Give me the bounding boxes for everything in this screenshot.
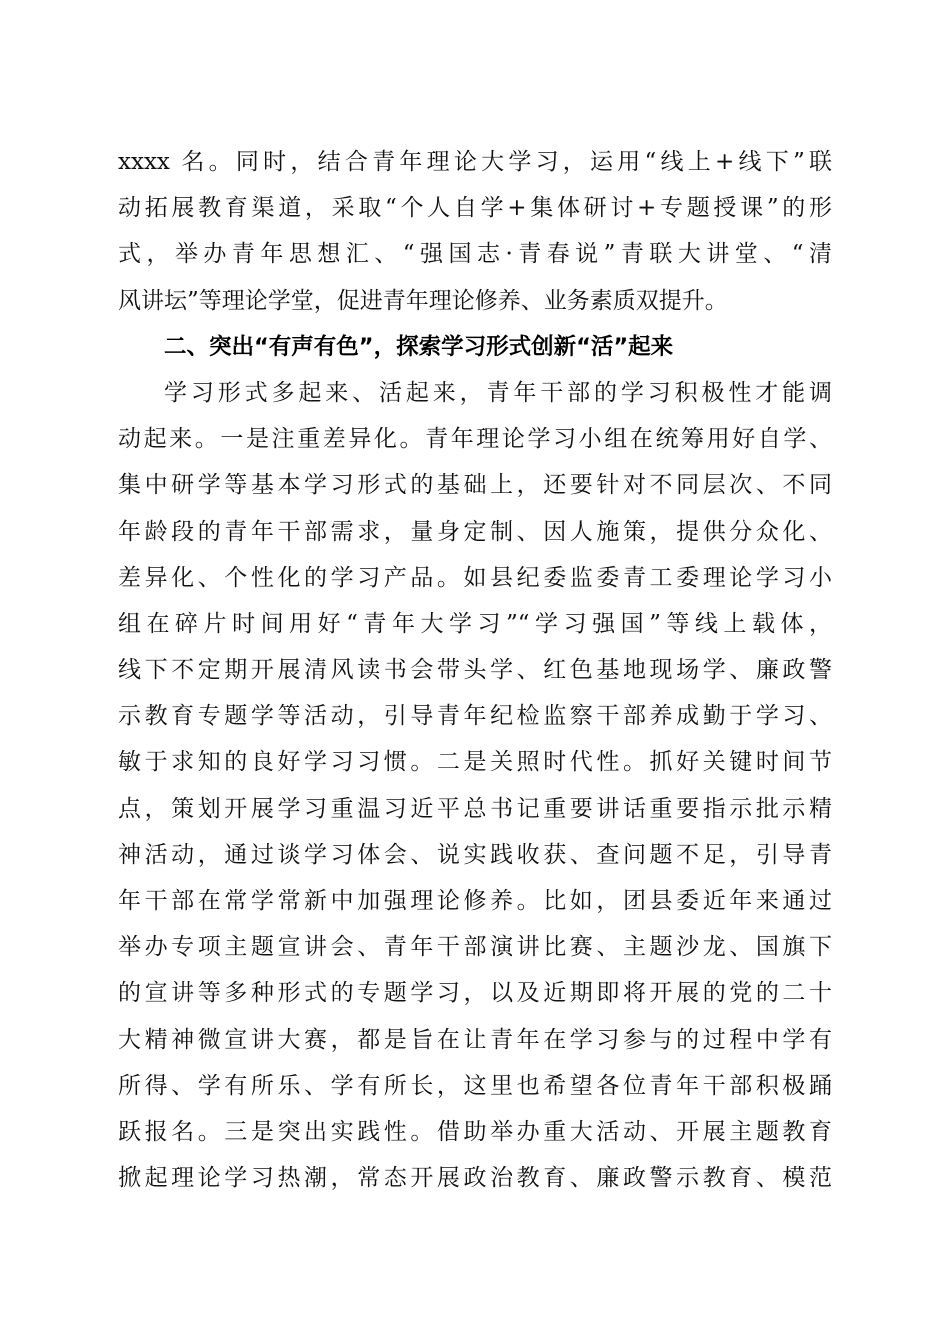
- paragraph-section-two: [118, 370, 832, 1201]
- text-line: 式，举办青年思想汇、“强国志·青春说”青联大讲堂、“清: [118, 241, 832, 268]
- text-line: 举办专项主题宣讲会、青年干部演讲比赛、主题沙龙、国旗下: [118, 934, 832, 961]
- text-line: 组在碎片时间用好“青年大学习”“学习强国”等线上载体，: [118, 610, 832, 637]
- text-line: 掀起理论学习热潮，常态开展政治教育、廉政警示教育、模范: [118, 1165, 832, 1192]
- text-line: 神活动，通过谈学习体会、说实践收获、查问题不足，引导青: [118, 841, 832, 868]
- text-line: 动起来。一是注重差异化。青年理论学习小组在统筹用好自学、: [118, 426, 832, 453]
- text-line: 集中研学等基本学习形式的基础上，还要针对不同层次、不同: [118, 472, 832, 499]
- text-line: 敏于求知的良好学习习惯。二是关照时代性。抓好关键时间节: [118, 749, 832, 776]
- text-line: 点，策划开展学习重温习近平总书记重要讲话重要指示批示精: [118, 795, 832, 822]
- text-line: 跃报名。三是突出实践性。借助举办重大活动、开展主题教育: [118, 1118, 832, 1145]
- text-line: 线下不定期开展清风读书会带头学、红色基地现场学、廉政警: [118, 657, 832, 684]
- text-line: 动拓展教育渠道，采取“个人自学+集体研讨+专题授课”的形: [118, 195, 832, 222]
- text-line: xxxx 名。同时，结合青年理论大学习，运用“线上+线下”联: [118, 149, 832, 175]
- text-line: 风讲坛”等理论学堂，促进青年理论修养、业务素质双提升。: [118, 287, 728, 314]
- text-line: 差异化、个性化的学习产品。如县纪委监委青工委理论学习小: [118, 564, 832, 591]
- paragraph-continuation: [118, 139, 832, 324]
- text-line: 年干部在常学常新中加强理论修养。比如，团县委近年来通过: [118, 888, 832, 914]
- document-body: [118, 139, 832, 1201]
- text-line: 年龄段的青年干部需求，量身定制、因人施策，提供分众化、: [118, 518, 832, 545]
- text-line: 示教育专题学等活动，引导青年纪检监察干部养成勤于学习、: [118, 703, 832, 730]
- section-heading: 二、突出“有声有色”，探索学习形式创新“活”起来: [164, 333, 674, 360]
- text-line: 大精神微宣讲大赛，都是旨在让青年在学习参与的过程中学有: [118, 1026, 832, 1053]
- text-line: 学习形式多起来、活起来，青年干部的学习积极性才能调: [164, 379, 832, 406]
- text-line: 的宣讲等多种形式的专题学习，以及近期即将开展的党的二十: [118, 980, 832, 1007]
- text-line: 所得、学有所乐、学有所长，这里也希望各位青年干部积极踊: [118, 1072, 832, 1099]
